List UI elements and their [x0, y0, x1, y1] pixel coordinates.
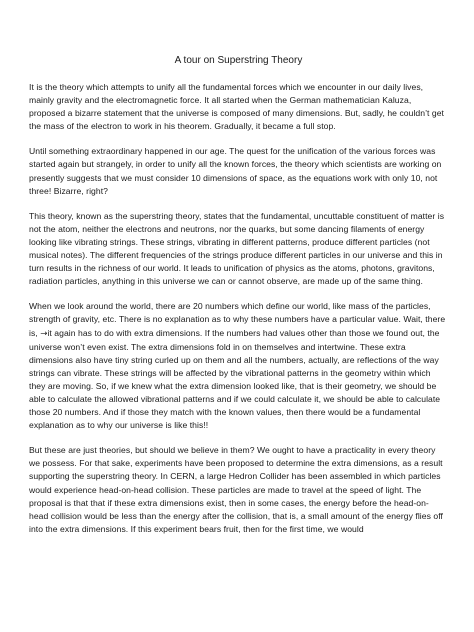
document-title: A tour on Superstring Theory: [174, 55, 303, 66]
paragraph-4-text-before-arrow: When we look around the world, there are 20 numbers which define our world, like mass of the particles, strength of gravity, etc. There is no explanation as to why these numbers have a particular value. Wait, there is,: [29, 301, 446, 338]
paragraph-3: This theory, known as the superstring theory, states that the fundamental, uncuttable constituent of matter is not the atom, neither the electrons and neutrons, nor the quarks, but some dancing filaments of energy looking like vibrating strings. These strings, vibrating in different patterns, produce different particles (not musical notes). The different frequencies of the strings produce different particles in our universe and this in turn results in the richness of our world. It leads to unification of physics as the atoms, photons, gravitons, radiation particles, anything in this universe we can or cannot observe, are made up of the same thing.: [29, 210, 445, 287]
paragraph-4-text-after-arrow: it again has to do with extra dimensions. If the numbers had values other than those we found out, the universe won’t even exist. The extra dimensions fold in on themselves and intertwine. These extra dimensions also have tiny string curled up on them and all the numbers, actually, are reflections of the way strings can vibrate. These strings will be affected by the vibrational patterns in the geometry within which they are moving. So, if we knew what the extra dimension looked like, that is their geometry, we should be able to calculate the allowed vibrational patterns and if we could calculate it, we should be able to calculate those 20 numbers. And if those they match with the known values, then there would be a fundamental explanation as to why our universe is like this!!: [29, 327, 441, 431]
paragraph-1: It is the theory which attempts to unify all the fundamental forces which we encounter in our daily lives, mainly gravity and the electromagnetic force. It all started when the German mathematician Kaluza, proposed a bizarre statement that the universe is composed of many dimensions. But, sadly, he couldn’t get the mass of the electron to work in his theorem. Gradually, it became a full stop.: [29, 82, 444, 132]
paragraph-2: Until something extraordinary happened in our age. The quest for the unification of the various forces was started again but strangely, in order to unify all the known forces, the theory which scientists are working on presently suggests that we must consider 10 dimensions of space, as the equations work with only 10, not three! Bizarre, right?: [29, 146, 442, 196]
paragraph-5: But these are just theories, but should we believe in them? We ought to have a practicality in every theory we possess. For that sake, experiments have been proposed to determine the extra dimensions, as a result supporting the superstring theory. In CERN, a large Hedron Collider has been assembled in which particles would experience head-on-head collision. These particles are made to travel at the speed of light. The proposal is that that if these extra dimensions exist, then in some cases, the energy before the head-on-head collision would be less than the energy after the collision, that is, a small amount of the energy flies off into the extra dimensions. If this experiment bears fruit, then for the first time, we would: [29, 445, 443, 534]
paragraph-4: [29, 300, 448, 432]
right-arrow-icon: →: [40, 328, 48, 339]
